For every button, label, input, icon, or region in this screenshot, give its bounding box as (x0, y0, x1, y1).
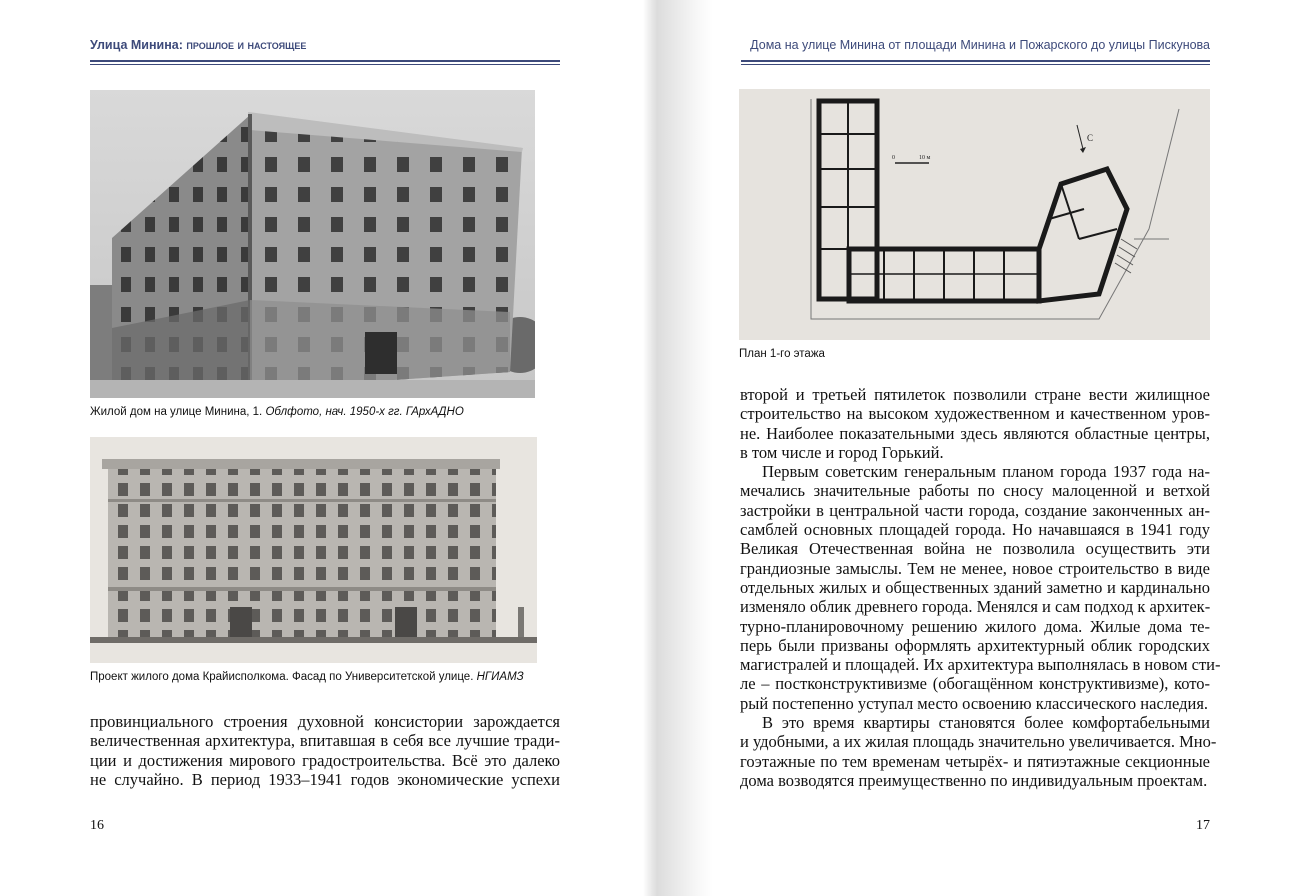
text-line: магистралей и площадей. Их архитектура выполнялась в новом сти- (740, 655, 1221, 675)
text-line: В это время квартиры становятся более комфортабельными (762, 713, 1210, 733)
page-number-left: 16 (90, 818, 104, 833)
figure2-caption (90, 671, 524, 683)
text-line: самблей основных площадей города. Но начавшаяся в 1941 году (740, 520, 1210, 540)
running-head-subtitle: прошлое и настоящее (182, 38, 307, 52)
text-line: грандиозные замыслы. Тем не менее, новое строительство в виде (740, 558, 1210, 578)
text-line: мечались значительные работы по сносу малоценной и ветхой (740, 481, 1210, 501)
text-line: не случайно. В период 1933–1941 годов экономические успехи (90, 769, 560, 789)
figure1-caption (90, 406, 464, 418)
right-body-text (740, 385, 1221, 790)
text-line: строительство на высоком художественном и качественном уров- (740, 404, 1210, 424)
facade-drawing (90, 437, 537, 663)
header-rule (741, 60, 1210, 62)
text-line: второй и третьей пятилеток позволили стране вести жилищное (740, 385, 1210, 404)
text-line: провинциального строения духовной консистории зарождается (90, 712, 560, 731)
figure1-credit: Облфото, нач. 1950-х гг. ГАрхАДНО (265, 406, 464, 418)
text-line: не. Наиболее показательными здесь являются областные центры, (740, 423, 1210, 443)
figure1-caption-text: Жилой дом на улице Минина, 1. (90, 406, 263, 418)
header-rule-thin (741, 64, 1210, 65)
plan-scale-start: 0 (892, 155, 895, 161)
text-line: и удобными, а их жилая площадь значительно увеличивается. Мно- (740, 732, 1217, 752)
header-rule-thin (90, 64, 560, 65)
text-line: Великая Отечественная война не позволила осуществить эти (740, 539, 1210, 559)
header-rule (90, 60, 560, 62)
text-line: изменяло облик древнего города. Менялся и сам подход к архитек- (740, 597, 1211, 617)
plan-north-label: С (1087, 133, 1094, 143)
left-body-text (90, 712, 560, 789)
book-gutter-shadow (643, 0, 713, 896)
plan-scale-end: 10 м (919, 155, 931, 161)
text-line: турно-планировочному решению жилого дома. Жилые дома те- (740, 616, 1210, 636)
page-number-right: 17 (1196, 818, 1210, 833)
text-line: застройки в центральной части города, создание законченных ан- (740, 500, 1210, 520)
text-line: перь были призваны оформлять архитектурный облик городских (740, 635, 1210, 655)
figure2-credit: НГИАМЗ (476, 671, 524, 683)
text-line: ле – постконструктивизме (обогащённом конструктивизме), кото- (740, 674, 1210, 694)
text-line: дома возводятся преимущественно по индивидуальным проектам. (740, 770, 1208, 790)
running-head-title: Улица Минина: (90, 38, 183, 52)
plan-caption: План 1-го этажа (739, 348, 825, 360)
figure2-caption-text: Проект жилого дома Крайисполкома. Фасад по Университетской улице. (90, 671, 474, 683)
text-line: ции и достижения мирового градостроительства. Всё это далеко (90, 750, 560, 770)
running-head-left (90, 38, 306, 52)
building-photo (90, 90, 535, 398)
text-line: в том числе и город Горький. (740, 442, 944, 462)
right-page (650, 0, 1300, 896)
text-line: Первым советским генеральным планом города 1937 года на- (762, 462, 1210, 482)
text-line: величественная архитектура, впитавшая в себя все лучшие тради- (90, 731, 560, 751)
floor-plan (739, 89, 1210, 340)
text-line: гоэтажные по тем временам четырёх- и пятиэтажные секционные (740, 751, 1210, 771)
text-line: рый постепенно уступал место освоению классического наследия. (740, 693, 1209, 713)
running-head-right: Дома на улице Минина от площади Минина и Пожарского до улицы Пискунова (750, 38, 1210, 52)
text-line: отдельных жилых и общественных зданий заметно и кардинально (740, 577, 1210, 597)
